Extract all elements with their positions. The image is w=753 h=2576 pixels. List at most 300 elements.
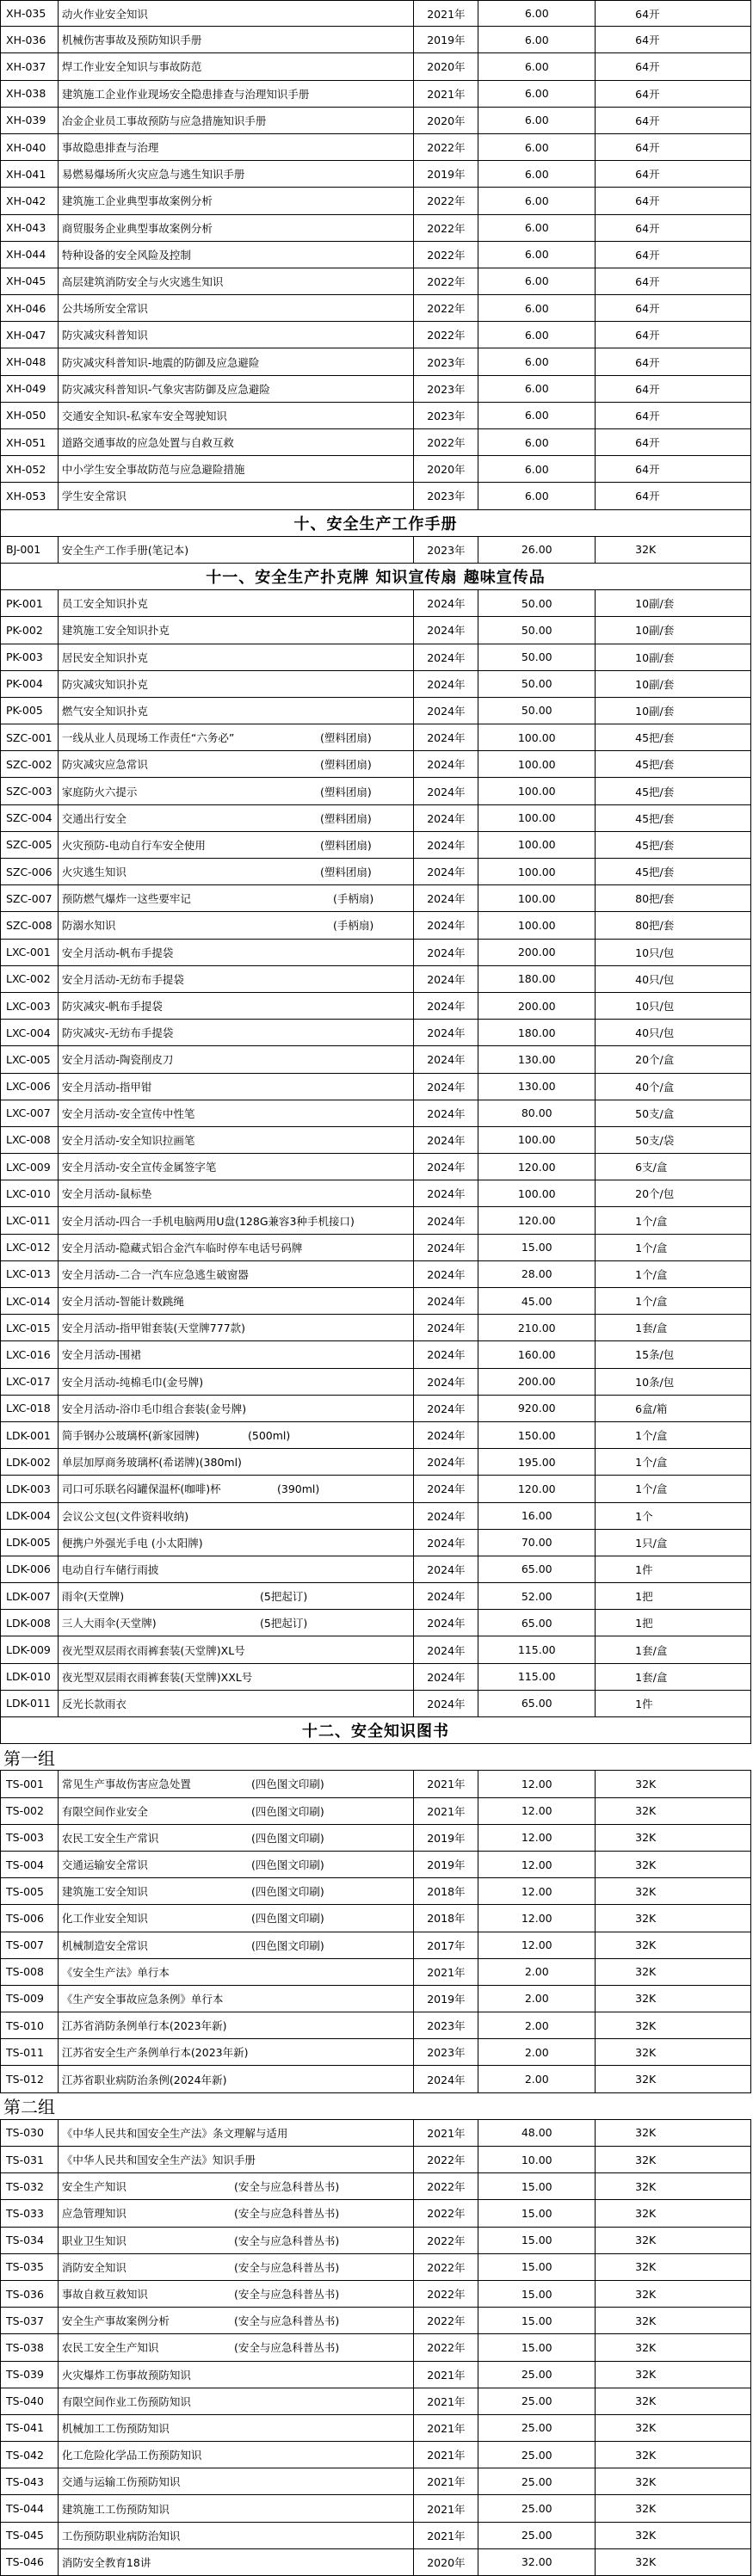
table-row: [0, 1288, 751, 1315]
item-note: (安全与应急科普丛书): [234, 2288, 340, 2302]
item-name: 防灾减灾-无纺布手提袋: [61, 1026, 174, 1040]
item-name-cell: [59, 966, 415, 992]
section-header: 十一、安全生产扑克牌 知识宣传扇 趣味宣传品: [0, 564, 751, 590]
item-year: 2024年: [414, 993, 478, 1019]
item-note: (四色图文印刷): [251, 1831, 324, 1845]
item-price: 180.00: [478, 1020, 596, 1045]
item-year: 2020年: [414, 53, 478, 79]
item-format: 40个/盒: [596, 1074, 751, 1100]
item-code: LDK-009: [1, 1636, 59, 1662]
table-row: [0, 1476, 751, 1502]
item-format: 1把: [596, 1610, 751, 1636]
item-year: 2022年: [414, 2228, 478, 2253]
item-price: 100.00: [478, 1180, 596, 1206]
item-name-cell: [59, 751, 415, 777]
item-year: 2022年: [414, 188, 478, 213]
item-price: 25.00: [478, 2442, 596, 2468]
item-note: (500ml): [248, 1428, 291, 1442]
item-price: 210.00: [478, 1315, 596, 1340]
item-price: 200.00: [478, 1369, 596, 1395]
table-row: [0, 966, 751, 993]
item-name: 安全月活动-二合一汽车应急逃生破窗器: [61, 1267, 249, 1281]
item-price: 6.00: [478, 348, 596, 374]
item-name: 化工作业安全知识: [61, 1912, 148, 1926]
item-format: 32K: [596, 2362, 751, 2388]
table-row: [0, 1074, 751, 1100]
item-year: 2024年: [414, 1127, 478, 1153]
item-price: 10.00: [478, 2147, 596, 2172]
item-price: 2.00: [478, 1986, 596, 2012]
item-name: 江苏省职业病防治条例(2024年新): [61, 2073, 227, 2086]
item-format: 64开: [596, 27, 751, 52]
table-row: [0, 1691, 751, 1717]
item-year: 2021年: [414, 1, 478, 26]
item-code: TS-044: [1, 2495, 59, 2521]
item-code: SZC-004: [1, 805, 59, 831]
table-row: [0, 1020, 751, 1046]
item-year: 2022年: [414, 2200, 478, 2226]
item-name: 防灾减灾应急常识: [61, 758, 148, 772]
item-year: 2021年: [414, 81, 478, 107]
table-row: [0, 2334, 751, 2361]
item-note: (安全与应急科普丛书): [234, 2180, 340, 2194]
item-year: 2023年: [414, 376, 478, 402]
item-name: 火灾逃生知识: [61, 866, 127, 879]
item-code: SZC-007: [1, 885, 59, 911]
item-name-cell: [59, 81, 415, 107]
item-code: LDK-006: [1, 1556, 59, 1582]
item-format: 32K: [596, 2228, 751, 2253]
item-name-cell: [59, 2415, 415, 2441]
table-row: [0, 2442, 751, 2468]
item-price: 6.00: [478, 1, 596, 26]
item-code: TS-006: [1, 1905, 59, 1931]
item-name: 学生安全常识: [61, 490, 127, 503]
item-year: 2020年: [414, 2549, 478, 2575]
table-row: [0, 215, 751, 242]
item-format: 32K: [596, 2039, 751, 2065]
item-code: SZC-008: [1, 912, 59, 938]
item-name: 机械制造安全常识: [61, 1938, 148, 1952]
item-format: 64开: [596, 108, 751, 133]
table-row: [0, 537, 751, 564]
item-name-cell: [59, 1878, 415, 1904]
item-year: 2022年: [414, 2147, 478, 2172]
item-year: 2024年: [414, 751, 478, 777]
item-name: 安全月活动-鼠标垫: [61, 1187, 152, 1201]
table-row: [0, 698, 751, 724]
item-name: 焊工作业安全知识与事故防范: [61, 60, 202, 74]
item-code: LDK-001: [1, 1422, 59, 1448]
item-format: 40只/包: [596, 966, 751, 992]
item-name: 农民工安全生产常识: [61, 1831, 159, 1845]
item-code: LDK-008: [1, 1610, 59, 1636]
item-year: 2024年: [414, 940, 478, 965]
item-name-cell: [59, 2066, 415, 2092]
item-price: 6.00: [478, 322, 596, 348]
item-price: 25.00: [478, 2415, 596, 2441]
item-format: 32K: [596, 2254, 751, 2280]
table-row: [0, 1798, 751, 1825]
table-row: [0, 2523, 751, 2549]
item-name: 中小学生安全事故防范与应急避险措施: [61, 463, 245, 477]
item-format: 32K: [596, 1825, 751, 1851]
item-name-cell: [59, 1288, 415, 1314]
item-price: 26.00: [478, 537, 596, 563]
table-row: [0, 2388, 751, 2415]
item-price: 80.00: [478, 1100, 596, 1126]
item-year: 2024年: [414, 1583, 478, 1609]
item-name: 动火作业安全知识: [61, 7, 148, 21]
item-price: 6.00: [478, 215, 596, 241]
item-price: 100.00: [478, 778, 596, 804]
table-row: [0, 2281, 751, 2308]
item-price: 6.00: [478, 268, 596, 294]
item-price: 120.00: [478, 1154, 596, 1180]
item-name: 员工安全知识扑克: [61, 597, 148, 611]
table-row: [0, 81, 751, 108]
item-name-cell: [59, 805, 415, 831]
item-code: XH-052: [1, 456, 59, 482]
item-code: TS-046: [1, 2549, 59, 2575]
item-format: 32K: [596, 1959, 751, 1985]
item-price: 120.00: [478, 1207, 596, 1233]
item-name: 江苏省安全生产条例单行本(2023年新): [61, 2046, 249, 2060]
item-note: (手柄扇): [333, 919, 374, 933]
item-price: 6.00: [478, 81, 596, 107]
item-name-cell: [59, 537, 415, 563]
item-price: 48.00: [478, 2120, 596, 2146]
table-row: [0, 2495, 751, 2522]
item-year: 2023年: [414, 2039, 478, 2065]
item-name-cell: [59, 617, 415, 643]
item-code: SZC-001: [1, 724, 59, 750]
table-row: [0, 1180, 751, 1207]
item-note: (四色图文印刷): [251, 1778, 324, 1791]
item-year: 2024年: [414, 1261, 478, 1287]
item-name: 安全生产工作手册(笔记本): [61, 543, 189, 557]
item-name: 交通运输安全常识: [61, 1858, 148, 1872]
item-year: 2024年: [414, 1664, 478, 1690]
table-row: [0, 456, 751, 483]
item-year: 2022年: [414, 322, 478, 348]
item-price: 6.00: [478, 456, 596, 482]
item-format: 1件: [596, 1556, 751, 1582]
item-name-cell: [59, 188, 415, 213]
item-code: XH-045: [1, 268, 59, 294]
item-code: XH-043: [1, 215, 59, 241]
item-name: 安全生产知识: [61, 2180, 127, 2194]
item-format: 64开: [596, 242, 751, 268]
item-name-cell: [59, 1691, 415, 1716]
table-row: [0, 644, 751, 671]
item-code: LDK-003: [1, 1476, 59, 1501]
item-name-cell: [59, 1449, 415, 1475]
item-price: 15.00: [478, 1235, 596, 1260]
table-row: [0, 1664, 751, 1691]
item-format: 32K: [596, 2334, 751, 2360]
item-note: (安全与应急科普丛书): [234, 2234, 340, 2247]
item-name: 居民安全知识扑克: [61, 650, 148, 664]
table-row: [0, 1396, 751, 1422]
item-name: 安全月活动-指甲钳套装(天堂牌777款): [61, 1322, 246, 1335]
item-name-cell: [59, 403, 415, 428]
item-name-cell: [59, 2281, 415, 2307]
item-price: 2.00: [478, 2066, 596, 2092]
item-name-cell: [59, 940, 415, 965]
table-row: [0, 53, 751, 80]
item-note: (四色图文印刷): [251, 1912, 324, 1926]
item-format: 1套/盒: [596, 1636, 751, 1662]
item-name-cell: [59, 1046, 415, 1072]
item-code: TS-012: [1, 2066, 59, 2092]
item-price: 2.00: [478, 2012, 596, 2038]
table-row: [0, 1636, 751, 1663]
item-year: 2024年: [414, 1530, 478, 1556]
table-row: [0, 188, 751, 214]
item-year: 2024年: [414, 1396, 478, 1421]
table-row: [0, 2039, 751, 2066]
item-code: TS-037: [1, 2308, 59, 2333]
item-format: 64开: [596, 188, 751, 213]
item-price: 65.00: [478, 1610, 596, 1636]
item-code: TS-005: [1, 1878, 59, 1904]
item-format: 64开: [596, 268, 751, 294]
item-format: 10条/包: [596, 1369, 751, 1395]
item-year: 2022年: [414, 295, 478, 321]
item-code: LXC-017: [1, 1369, 59, 1395]
table-row: [0, 778, 751, 804]
item-year: 2022年: [414, 268, 478, 294]
item-price: 150.00: [478, 1422, 596, 1448]
item-format: 32K: [596, 2012, 751, 2038]
table-row: [0, 1825, 751, 1852]
item-year: 2022年: [414, 215, 478, 241]
item-name-cell: [59, 429, 415, 455]
item-price: 16.00: [478, 1503, 596, 1529]
item-code: LXC-015: [1, 1315, 59, 1340]
item-price: 130.00: [478, 1074, 596, 1100]
item-name: 安全月活动-围裙: [61, 1348, 141, 1362]
item-name: 防灾减灾-帆布手提袋: [61, 1000, 163, 1014]
table-row: [0, 751, 751, 778]
item-name-cell: [59, 1636, 415, 1662]
item-name: 交通出行安全: [61, 811, 127, 825]
item-price: 15.00: [478, 2228, 596, 2253]
item-year: 2024年: [414, 1020, 478, 1045]
item-name-cell: [59, 2523, 415, 2548]
item-note: (手柄扇): [333, 892, 374, 906]
item-name-cell: [59, 1261, 415, 1287]
item-name-cell: [59, 134, 415, 160]
table-row: [0, 2254, 751, 2281]
table-row: [0, 483, 751, 509]
table-row: [0, 1046, 751, 1073]
item-code: TS-032: [1, 2173, 59, 2199]
table-row: [0, 322, 751, 348]
item-name-cell: [59, 832, 415, 858]
item-format: 32K: [596, 2388, 751, 2414]
table-row: [0, 376, 751, 403]
item-format: 10只/包: [596, 940, 751, 965]
item-code: LXC-006: [1, 1074, 59, 1100]
item-code: TS-003: [1, 1825, 59, 1851]
item-price: 50.00: [478, 590, 596, 616]
item-code: PK-005: [1, 698, 59, 724]
item-code: TS-035: [1, 2254, 59, 2280]
table-row: [0, 2120, 751, 2147]
item-name-cell: [59, 1610, 415, 1636]
item-format: 64开: [596, 53, 751, 79]
table-row: [0, 2362, 751, 2388]
item-name-cell: [59, 1852, 415, 1877]
item-code: XH-042: [1, 188, 59, 213]
item-code: LXC-014: [1, 1288, 59, 1314]
item-code: TS-041: [1, 2415, 59, 2441]
item-year: 2023年: [414, 483, 478, 508]
item-year: 2021年: [414, 2523, 478, 2548]
item-format: 64开: [596, 215, 751, 241]
item-year: 2022年: [414, 2173, 478, 2199]
item-format: 64开: [596, 403, 751, 428]
item-name-cell: [59, 376, 415, 402]
item-format: 32K: [596, 2200, 751, 2226]
item-price: 25.00: [478, 2523, 596, 2548]
item-price: 6.00: [478, 161, 596, 187]
item-name-cell: [59, 1422, 415, 1448]
item-year: 2024年: [414, 671, 478, 697]
item-year: 2024年: [414, 1074, 478, 1100]
item-format: 45把/套: [596, 832, 751, 858]
item-year: 2019年: [414, 1986, 478, 2012]
item-format: 64开: [596, 81, 751, 107]
item-code: LXC-012: [1, 1235, 59, 1260]
item-year: 2024年: [414, 1315, 478, 1340]
item-name: 应急管理知识: [61, 2207, 127, 2221]
item-code: XH-036: [1, 27, 59, 52]
item-price: 12.00: [478, 1825, 596, 1851]
item-code: SZC-006: [1, 859, 59, 884]
item-name-cell: [59, 2200, 415, 2226]
item-year: 2024年: [414, 1556, 478, 1582]
item-name: 机械伤害事故及预防知识手册: [61, 34, 202, 47]
item-price: 180.00: [478, 966, 596, 992]
item-price: 100.00: [478, 885, 596, 911]
table-row: [0, 1422, 751, 1449]
item-price: 100.00: [478, 724, 596, 750]
item-price: 6.00: [478, 429, 596, 455]
item-price: 12.00: [478, 1852, 596, 1877]
table-row: [0, 832, 751, 859]
item-format: 32K: [596, 1878, 751, 1904]
item-year: 2024年: [414, 859, 478, 884]
item-name-cell: [59, 1, 415, 26]
item-name-cell: [59, 27, 415, 52]
table-row: [0, 859, 751, 885]
item-name-cell: [59, 2388, 415, 2414]
item-name: 化工危险化学品工伤预防知识: [61, 2449, 202, 2462]
item-format: 10副/套: [596, 698, 751, 724]
item-price: 45.00: [478, 1288, 596, 1314]
table-row: [0, 0, 751, 27]
item-name: 火灾爆炸工伤事故预防知识: [61, 2368, 191, 2382]
table-row: [0, 671, 751, 698]
item-name: 建筑施工安全知识: [61, 1885, 148, 1899]
item-format: 32K: [596, 1905, 751, 1931]
item-price: 25.00: [478, 2468, 596, 2494]
item-year: 2024年: [414, 885, 478, 911]
item-name: 职业卫生知识: [61, 2234, 127, 2247]
item-code: BJ-001: [1, 537, 59, 563]
item-name: 单层加厚商务玻璃杯(希诺牌)(380ml): [61, 1456, 242, 1470]
item-format: 1个/盒: [596, 1207, 751, 1233]
item-name-cell: [59, 1664, 415, 1690]
section-header: 十、安全生产工作手册: [0, 510, 751, 537]
item-year: 2024年: [414, 590, 478, 616]
item-name: 建筑施工安全知识扑克: [61, 624, 170, 638]
item-name-cell: [59, 2308, 415, 2333]
table-row: [0, 2173, 751, 2200]
item-note: (安全与应急科普丛书): [234, 2260, 340, 2274]
item-format: 64开: [596, 376, 751, 402]
item-format: 45把/套: [596, 724, 751, 750]
item-year: 2021年: [414, 1771, 478, 1796]
item-price: 100.00: [478, 805, 596, 831]
item-code: SZC-002: [1, 751, 59, 777]
item-year: 2024年: [414, 698, 478, 724]
item-name: 防溺水知识: [61, 919, 116, 933]
item-price: 100.00: [478, 859, 596, 884]
table-row: [0, 912, 751, 939]
item-name: 防灾减灾知识扑克: [61, 677, 148, 691]
item-year: 2024年: [414, 1046, 478, 1072]
item-code: TS-010: [1, 2012, 59, 2038]
item-code: XH-046: [1, 295, 59, 321]
item-name: 防灾减灾科普知识-气象灾害防御及应急避险: [61, 382, 270, 396]
item-name-cell: [59, 1180, 415, 1206]
item-year: 2024年: [414, 912, 478, 938]
item-name-cell: [59, 2012, 415, 2038]
item-name: 安全月活动-智能计数跳绳: [61, 1295, 184, 1309]
item-price: 15.00: [478, 2200, 596, 2226]
item-price: 12.00: [478, 1878, 596, 1904]
item-name-cell: [59, 1341, 415, 1367]
item-note: (安全与应急科普丛书): [234, 2341, 340, 2355]
item-name-cell: [59, 1315, 415, 1340]
item-name: 交通安全知识-私家车安全驾驶知识: [61, 409, 227, 422]
item-note: (390ml): [277, 1482, 320, 1495]
table-row: [0, 993, 751, 1020]
item-name: 消防安全教育18讲: [61, 2555, 151, 2569]
item-year: 2024年: [414, 724, 478, 750]
item-name-cell: [59, 2173, 415, 2199]
group-heading: 第二组: [0, 2093, 751, 2120]
item-year: 2023年: [414, 403, 478, 428]
table-row: [0, 1771, 751, 1797]
item-year: 2021年: [414, 1959, 478, 1985]
table-row: [0, 1932, 751, 1959]
item-code: TS-009: [1, 1986, 59, 2012]
item-format: 64开: [596, 429, 751, 455]
item-note: (四色图文印刷): [251, 1858, 324, 1872]
item-name-cell: [59, 644, 415, 670]
item-name: 反光长款雨衣: [61, 1697, 127, 1710]
item-name-cell: [59, 108, 415, 133]
item-code: LXC-002: [1, 966, 59, 992]
item-name-cell: [59, 1369, 415, 1395]
item-format: 1把: [596, 1583, 751, 1609]
table-row: [0, 134, 751, 161]
